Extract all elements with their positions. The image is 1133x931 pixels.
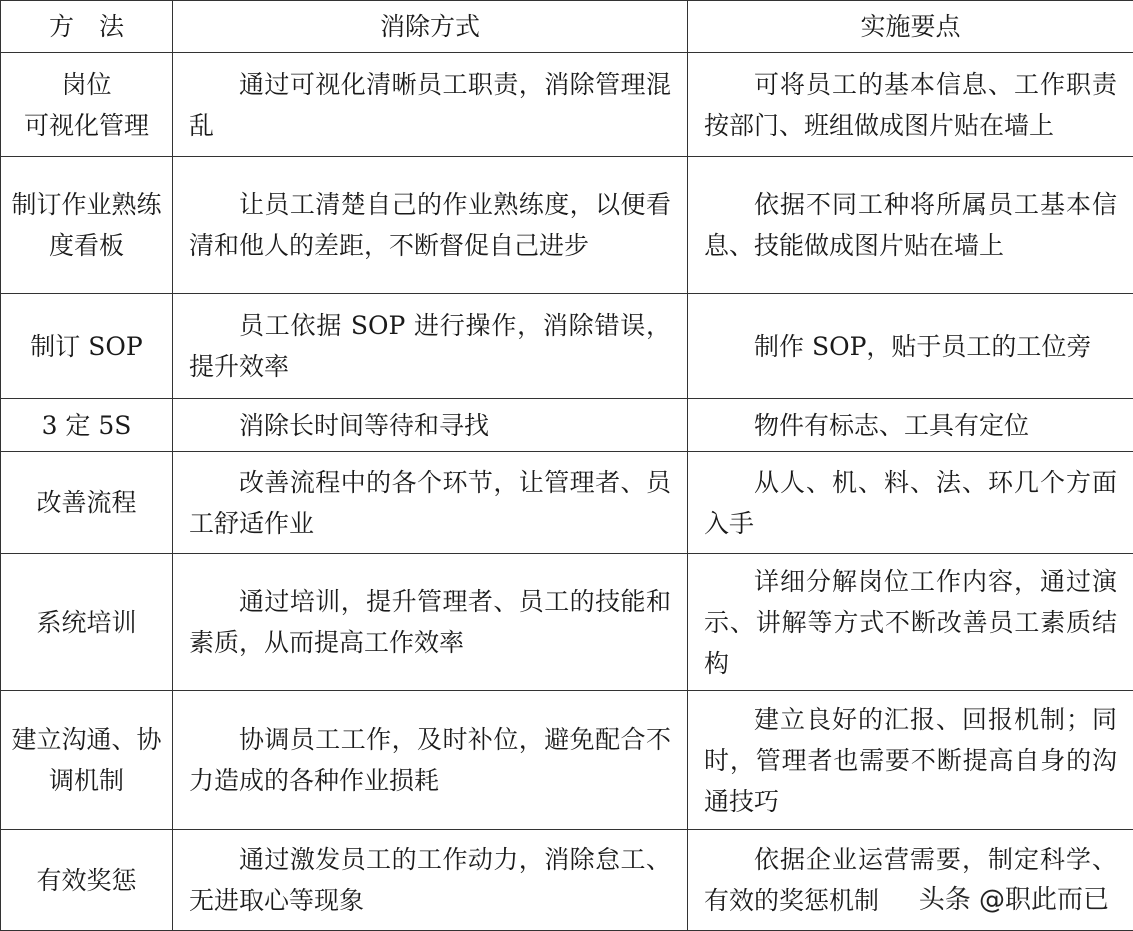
table-row [1, 399, 1133, 452]
elimination-cell: 通过可视化清晰员工职责，消除管理混乱 [173, 53, 688, 157]
table-row [1, 294, 1133, 399]
method-cell: 改善流程 [1, 452, 173, 554]
elimination-cell: 改善流程中的各个环节，让管理者、员工舒适作业 [173, 452, 688, 554]
method-cell: 制订 SOP [1, 294, 173, 399]
header-method: 方 法 [1, 1, 173, 53]
method-cell: 有效奖惩 [1, 830, 173, 931]
elimination-cell: 员工依据 SOP 进行操作，消除错误，提升效率 [173, 294, 688, 399]
header-elimination: 消除方式 [173, 1, 688, 53]
header-row [1, 1, 1133, 53]
header-key-points: 实施要点 [688, 1, 1133, 53]
key-points-cell: 制作 SOP，贴于员工的工位旁 [688, 294, 1133, 399]
table-row [1, 554, 1133, 691]
key-points-cell: 依据不同工种将所属员工基本信息、技能做成图片贴在墙上 [688, 157, 1133, 294]
watermark: 头条 @职此而已 [913, 877, 1115, 918]
elimination-cell: 协调员工工作，及时补位，避免配合不力造成的各种作业损耗 [173, 691, 688, 830]
key-points-cell: 可将员工的基本信息、工作职责按部门、班组做成图片贴在墙上 [688, 53, 1133, 157]
elimination-cell: 通过激发员工的工作动力，消除怠工、无进取心等现象 [173, 830, 688, 931]
table-row [1, 53, 1133, 157]
key-points-cell: 建立良好的汇报、回报机制；同时，管理者也需要不断提高自身的沟通技巧 [688, 691, 1133, 830]
table-row [1, 691, 1133, 830]
key-points-cell: 依据企业运营需要，制定科学、有效的奖惩机制 [688, 830, 1133, 931]
method-cell: 3 定 5S [1, 399, 173, 452]
table-row [1, 157, 1133, 294]
elimination-cell: 通过培训，提升管理者、员工的技能和素质，从而提高工作效率 [173, 554, 688, 691]
key-points-cell: 详细分解岗位工作内容，通过演示、讲解等方式不断改善员工素质结构 [688, 554, 1133, 691]
key-points-cell: 从人、机、料、法、环几个方面入手 [688, 452, 1133, 554]
elimination-cell: 让员工清楚自己的作业熟练度，以便看清和他人的差距，不断督促自己进步 [173, 157, 688, 294]
table-row [1, 452, 1133, 554]
key-points-cell: 物件有标志、工具有定位 [688, 399, 1133, 452]
method-cell: 制订作业熟练度看板 [1, 157, 173, 294]
method-cell: 建立沟通、协调机制 [1, 691, 173, 830]
method-cell: 系统培训 [1, 554, 173, 691]
method-cell: 岗位 可视化管理 [1, 53, 173, 157]
elimination-cell: 消除长时间等待和寻找 [173, 399, 688, 452]
